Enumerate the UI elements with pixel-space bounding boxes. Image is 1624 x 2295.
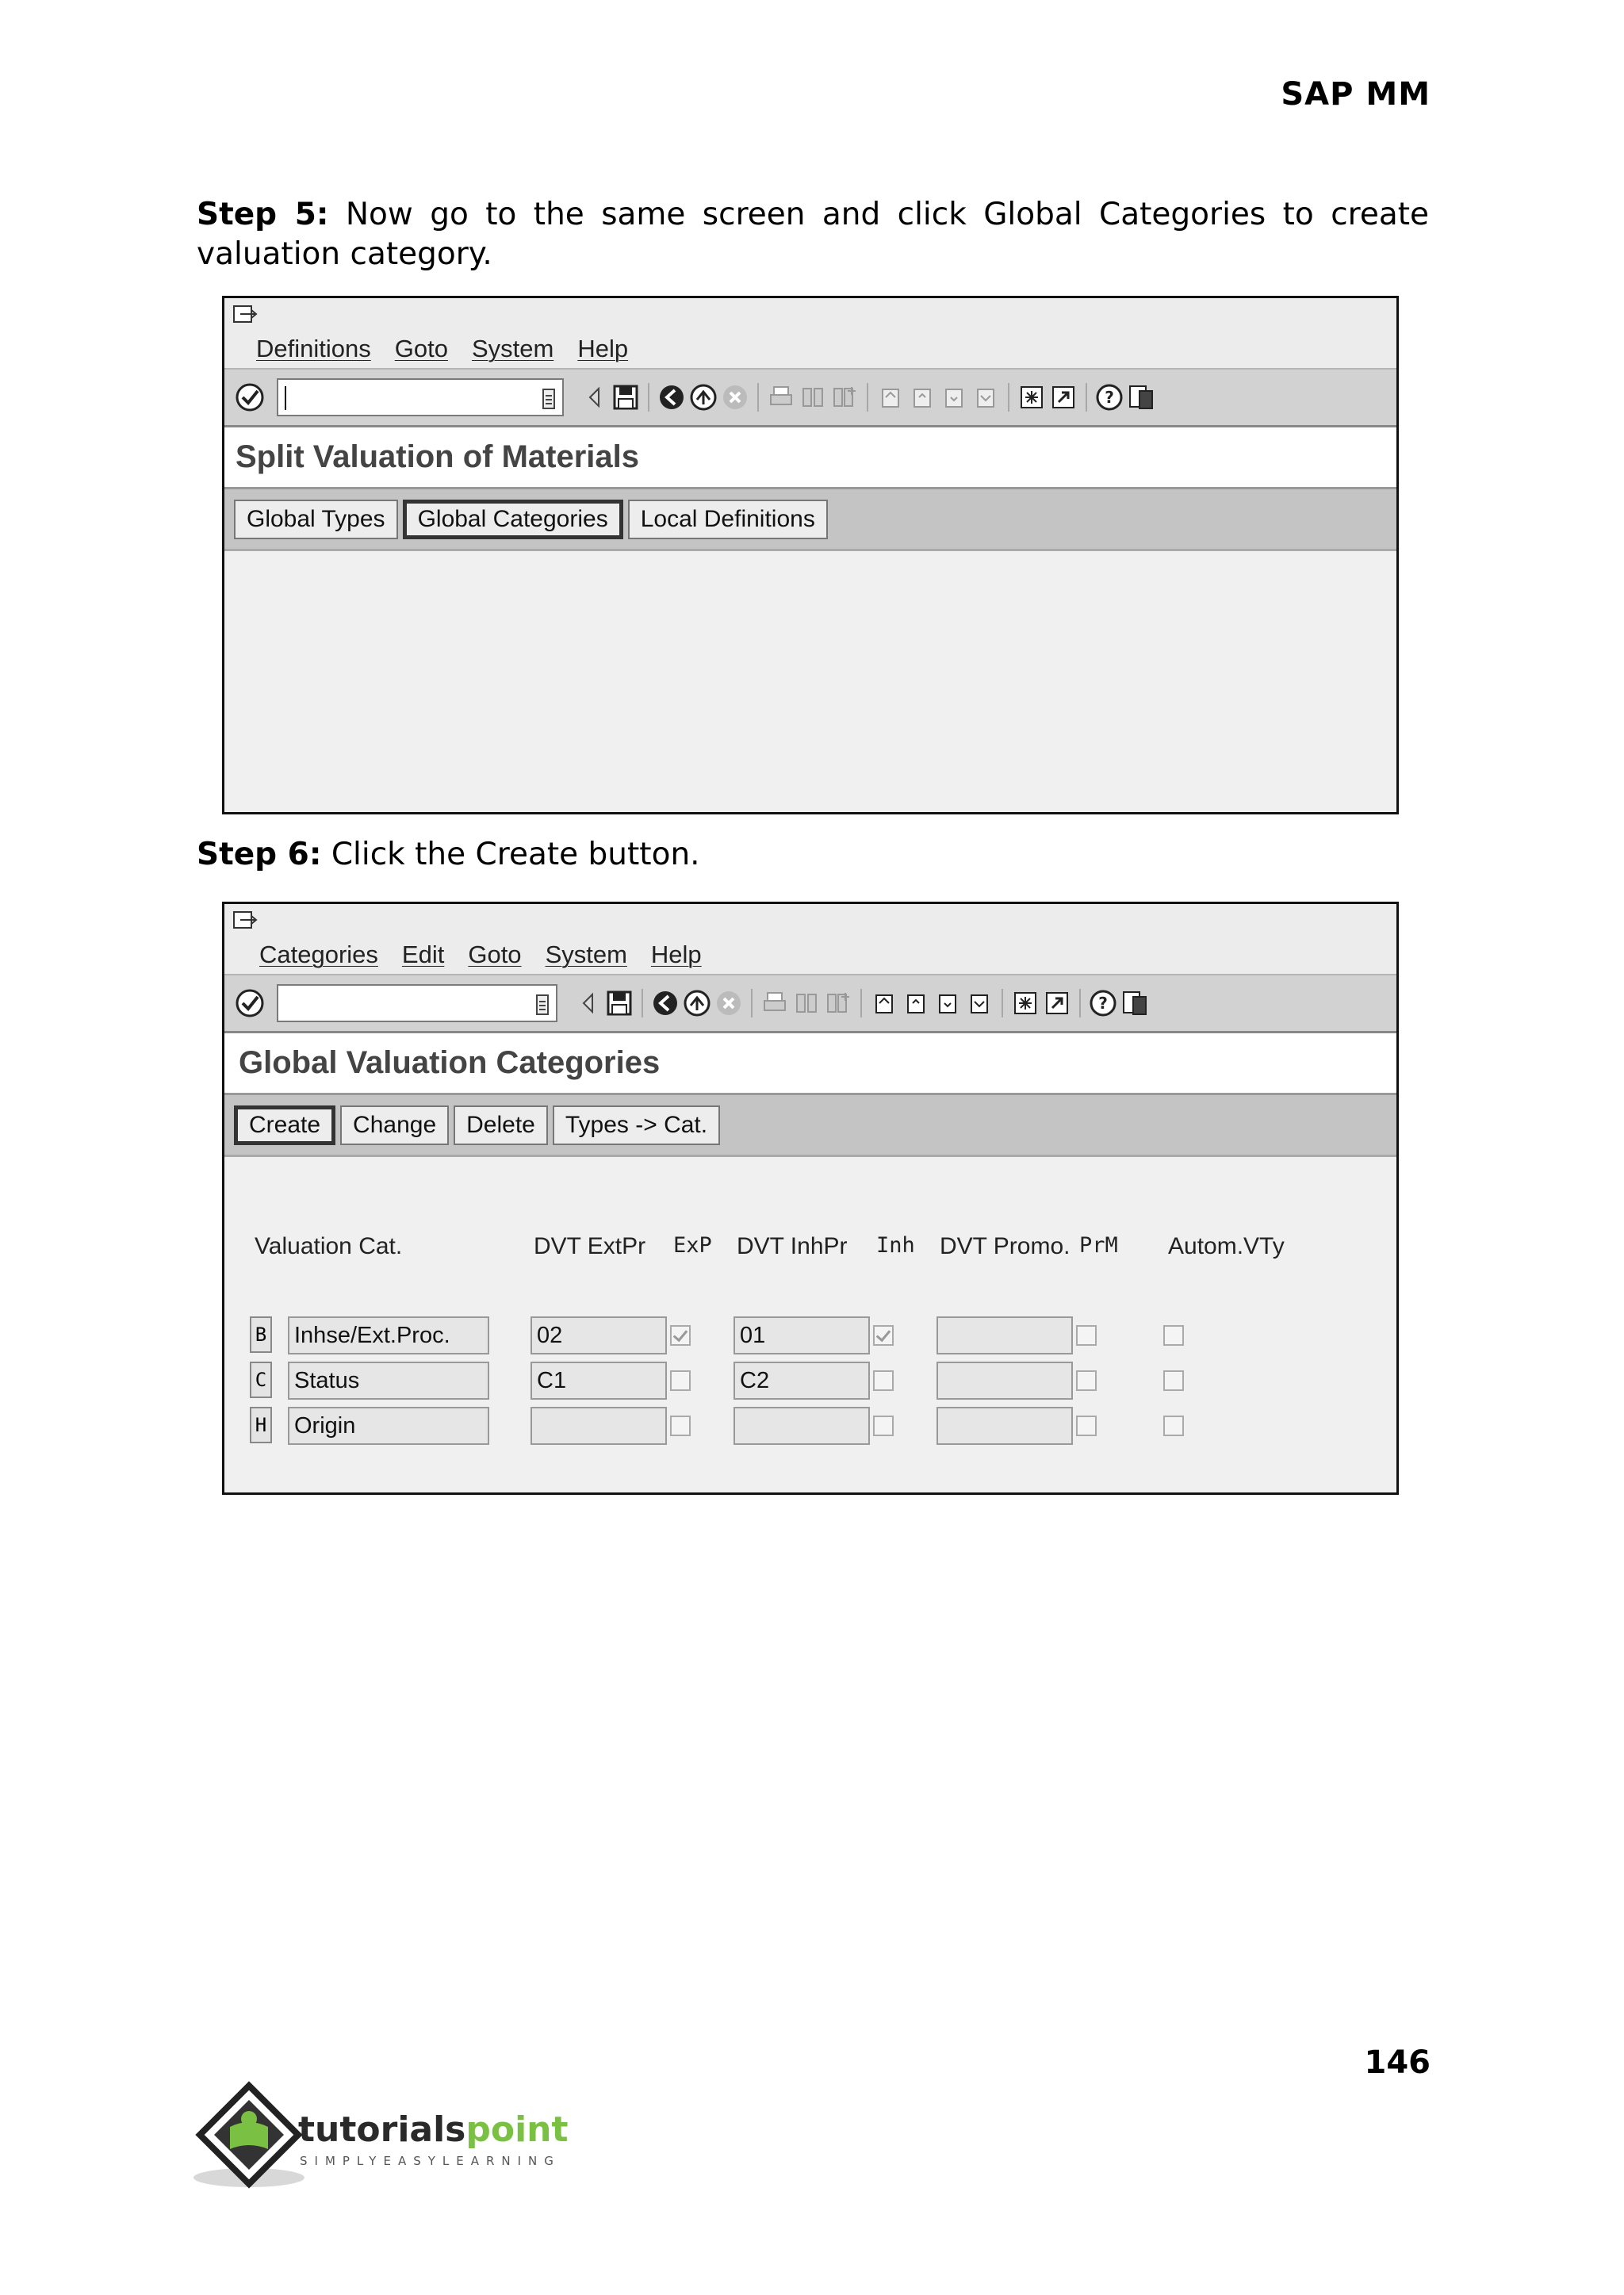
command-field[interactable] <box>277 378 564 416</box>
valuation-categories-table <box>224 1157 1396 1477</box>
help-icon[interactable] <box>1087 987 1119 1019</box>
shortcut-icon[interactable] <box>1041 987 1073 1019</box>
exp-checkbox[interactable] <box>670 1370 691 1391</box>
global-types-button[interactable]: Global Types <box>234 500 398 539</box>
col-inh: Inh <box>876 1233 915 1258</box>
menu-help[interactable]: Help <box>650 941 702 968</box>
row-key[interactable]: C <box>250 1362 272 1398</box>
col-autom-vty: Autom.VTy <box>1168 1233 1285 1259</box>
shortcut-icon[interactable] <box>1048 381 1079 413</box>
find-next-icon[interactable] <box>829 381 860 413</box>
logo-word-a: tutorials <box>298 2109 466 2150</box>
cancel-icon[interactable] <box>713 987 745 1019</box>
exit-icon[interactable] <box>688 381 719 413</box>
application-toolbar <box>224 489 1396 551</box>
menu-definitions[interactable]: Definitions <box>256 335 371 362</box>
dvt-inhpr-field[interactable]: C2 <box>733 1362 870 1400</box>
layout-menu-icon[interactable] <box>1119 987 1151 1019</box>
col-prm: PrM <box>1079 1233 1118 1258</box>
back-icon[interactable] <box>649 987 681 1019</box>
dvt-extpr-field[interactable] <box>530 1407 667 1445</box>
create-session-icon[interactable] <box>1009 987 1041 1019</box>
layout-menu-icon[interactable] <box>1125 381 1157 413</box>
autom-vty-checkbox[interactable] <box>1163 1325 1184 1346</box>
help-icon[interactable] <box>1094 381 1125 413</box>
find-icon[interactable] <box>791 987 822 1019</box>
step-6-body: Click the Create button. <box>321 837 700 872</box>
menu-categories[interactable]: Categories <box>259 941 378 968</box>
table-row <box>224 1407 1396 1448</box>
row-name: Origin <box>288 1407 489 1445</box>
logo-tagline: SIMPLYEASYLEARNING <box>300 2154 561 2168</box>
sap-window-global-valuation-categories <box>222 902 1399 1495</box>
print-icon[interactable] <box>759 987 791 1019</box>
col-exp: ExP <box>673 1233 712 1258</box>
menu-goto[interactable]: Goto <box>394 335 448 362</box>
exp-checkbox[interactable] <box>670 1325 691 1346</box>
last-page-icon[interactable] <box>970 381 1002 413</box>
row-key[interactable]: H <box>250 1407 272 1443</box>
back-icon[interactable] <box>656 381 688 413</box>
row-name: Inhse/Ext.Proc. <box>288 1316 489 1354</box>
save-icon[interactable] <box>610 381 642 413</box>
menu-help[interactable]: Help <box>577 335 629 362</box>
step-6-label: Step 6: <box>197 837 322 872</box>
collapse-arrow-icon[interactable] <box>578 381 610 413</box>
menu-expand-icon[interactable] <box>232 303 259 327</box>
menu-system[interactable]: System <box>471 335 554 362</box>
dvt-promo-field[interactable] <box>936 1407 1073 1445</box>
table-row <box>224 1362 1396 1403</box>
command-field[interactable] <box>277 984 557 1022</box>
autom-vty-checkbox[interactable] <box>1163 1416 1184 1436</box>
dvt-inhpr-field[interactable] <box>733 1407 870 1445</box>
find-icon[interactable] <box>797 381 829 413</box>
step-5-body: Now go to the same screen and click Global Categories to create valuation category. <box>197 197 1429 272</box>
previous-page-icon[interactable] <box>900 987 932 1019</box>
standard-toolbar <box>224 368 1396 427</box>
col-valuation-cat: Valuation Cat. <box>255 1233 403 1259</box>
page-number: 146 <box>1364 2044 1431 2081</box>
menu-edit[interactable]: Edit <box>401 941 445 968</box>
step-6-text <box>197 835 700 875</box>
dvt-promo-field[interactable] <box>936 1316 1073 1354</box>
find-next-icon[interactable] <box>822 987 854 1019</box>
change-button[interactable]: Change <box>340 1105 449 1145</box>
enter-check-icon[interactable] <box>234 987 266 1019</box>
inh-checkbox[interactable] <box>873 1370 894 1391</box>
exp-checkbox[interactable] <box>670 1416 691 1436</box>
local-definitions-button[interactable]: Local Definitions <box>628 500 828 539</box>
svg-text:?: ? <box>1098 994 1108 1013</box>
next-page-icon[interactable] <box>932 987 963 1019</box>
prm-checkbox[interactable] <box>1076 1370 1097 1391</box>
step-5-text <box>197 195 1429 274</box>
col-dvt-inhpr: DVT InhPr <box>737 1233 848 1259</box>
standard-toolbar <box>224 974 1396 1033</box>
col-dvt-extpr: DVT ExtPr <box>534 1233 646 1259</box>
screen-title: Global Valuation Categories <box>224 1033 1396 1095</box>
logo-wordmark <box>298 2109 569 2150</box>
inh-checkbox[interactable] <box>873 1325 894 1346</box>
create-session-icon[interactable] <box>1016 381 1048 413</box>
create-button[interactable]: Create <box>234 1105 335 1145</box>
screen-body <box>224 551 1396 799</box>
application-toolbar <box>224 1095 1396 1157</box>
print-icon[interactable] <box>765 381 797 413</box>
next-page-icon[interactable] <box>938 381 970 413</box>
menu-bar <box>224 904 1396 974</box>
first-page-icon[interactable] <box>868 987 900 1019</box>
menu-system[interactable]: System <box>545 941 627 968</box>
table-row <box>224 1316 1396 1358</box>
logo-word-b: point <box>465 2109 569 2150</box>
save-icon[interactable] <box>603 987 635 1019</box>
types-to-categories-button[interactable]: Types -> Cat. <box>553 1105 720 1145</box>
dvt-inhpr-field[interactable]: 01 <box>733 1316 870 1354</box>
autom-vty-checkbox[interactable] <box>1163 1370 1184 1391</box>
dvt-promo-field[interactable] <box>936 1362 1073 1400</box>
row-name: Status <box>288 1362 489 1400</box>
screen-title: Split Valuation of Materials <box>224 427 1396 489</box>
step-5-label: Step 5: <box>197 197 329 232</box>
enter-check-icon[interactable] <box>234 381 266 413</box>
delete-button[interactable]: Delete <box>454 1105 548 1145</box>
first-page-icon[interactable] <box>875 381 906 413</box>
sap-window-split-valuation <box>222 296 1399 814</box>
inh-checkbox[interactable] <box>873 1416 894 1436</box>
menu-expand-icon[interactable] <box>232 909 259 933</box>
last-page-icon[interactable] <box>963 987 995 1019</box>
menu-goto[interactable]: Goto <box>468 941 522 968</box>
prm-checkbox[interactable] <box>1076 1325 1097 1346</box>
exit-icon[interactable] <box>681 987 713 1019</box>
col-dvt-promo: DVT Promo. <box>940 1233 1071 1259</box>
dvt-extpr-field[interactable]: 02 <box>530 1316 667 1354</box>
global-categories-button[interactable]: Global Categories <box>403 500 623 539</box>
previous-page-icon[interactable] <box>906 381 938 413</box>
cancel-icon[interactable] <box>719 381 751 413</box>
svg-text:?: ? <box>1105 388 1114 407</box>
dvt-extpr-field[interactable]: C1 <box>530 1362 667 1400</box>
document-header: SAP MM <box>1281 76 1431 113</box>
row-key[interactable]: B <box>250 1316 272 1353</box>
prm-checkbox[interactable] <box>1076 1416 1097 1436</box>
menu-bar <box>224 298 1396 368</box>
collapse-arrow-icon[interactable] <box>572 987 603 1019</box>
